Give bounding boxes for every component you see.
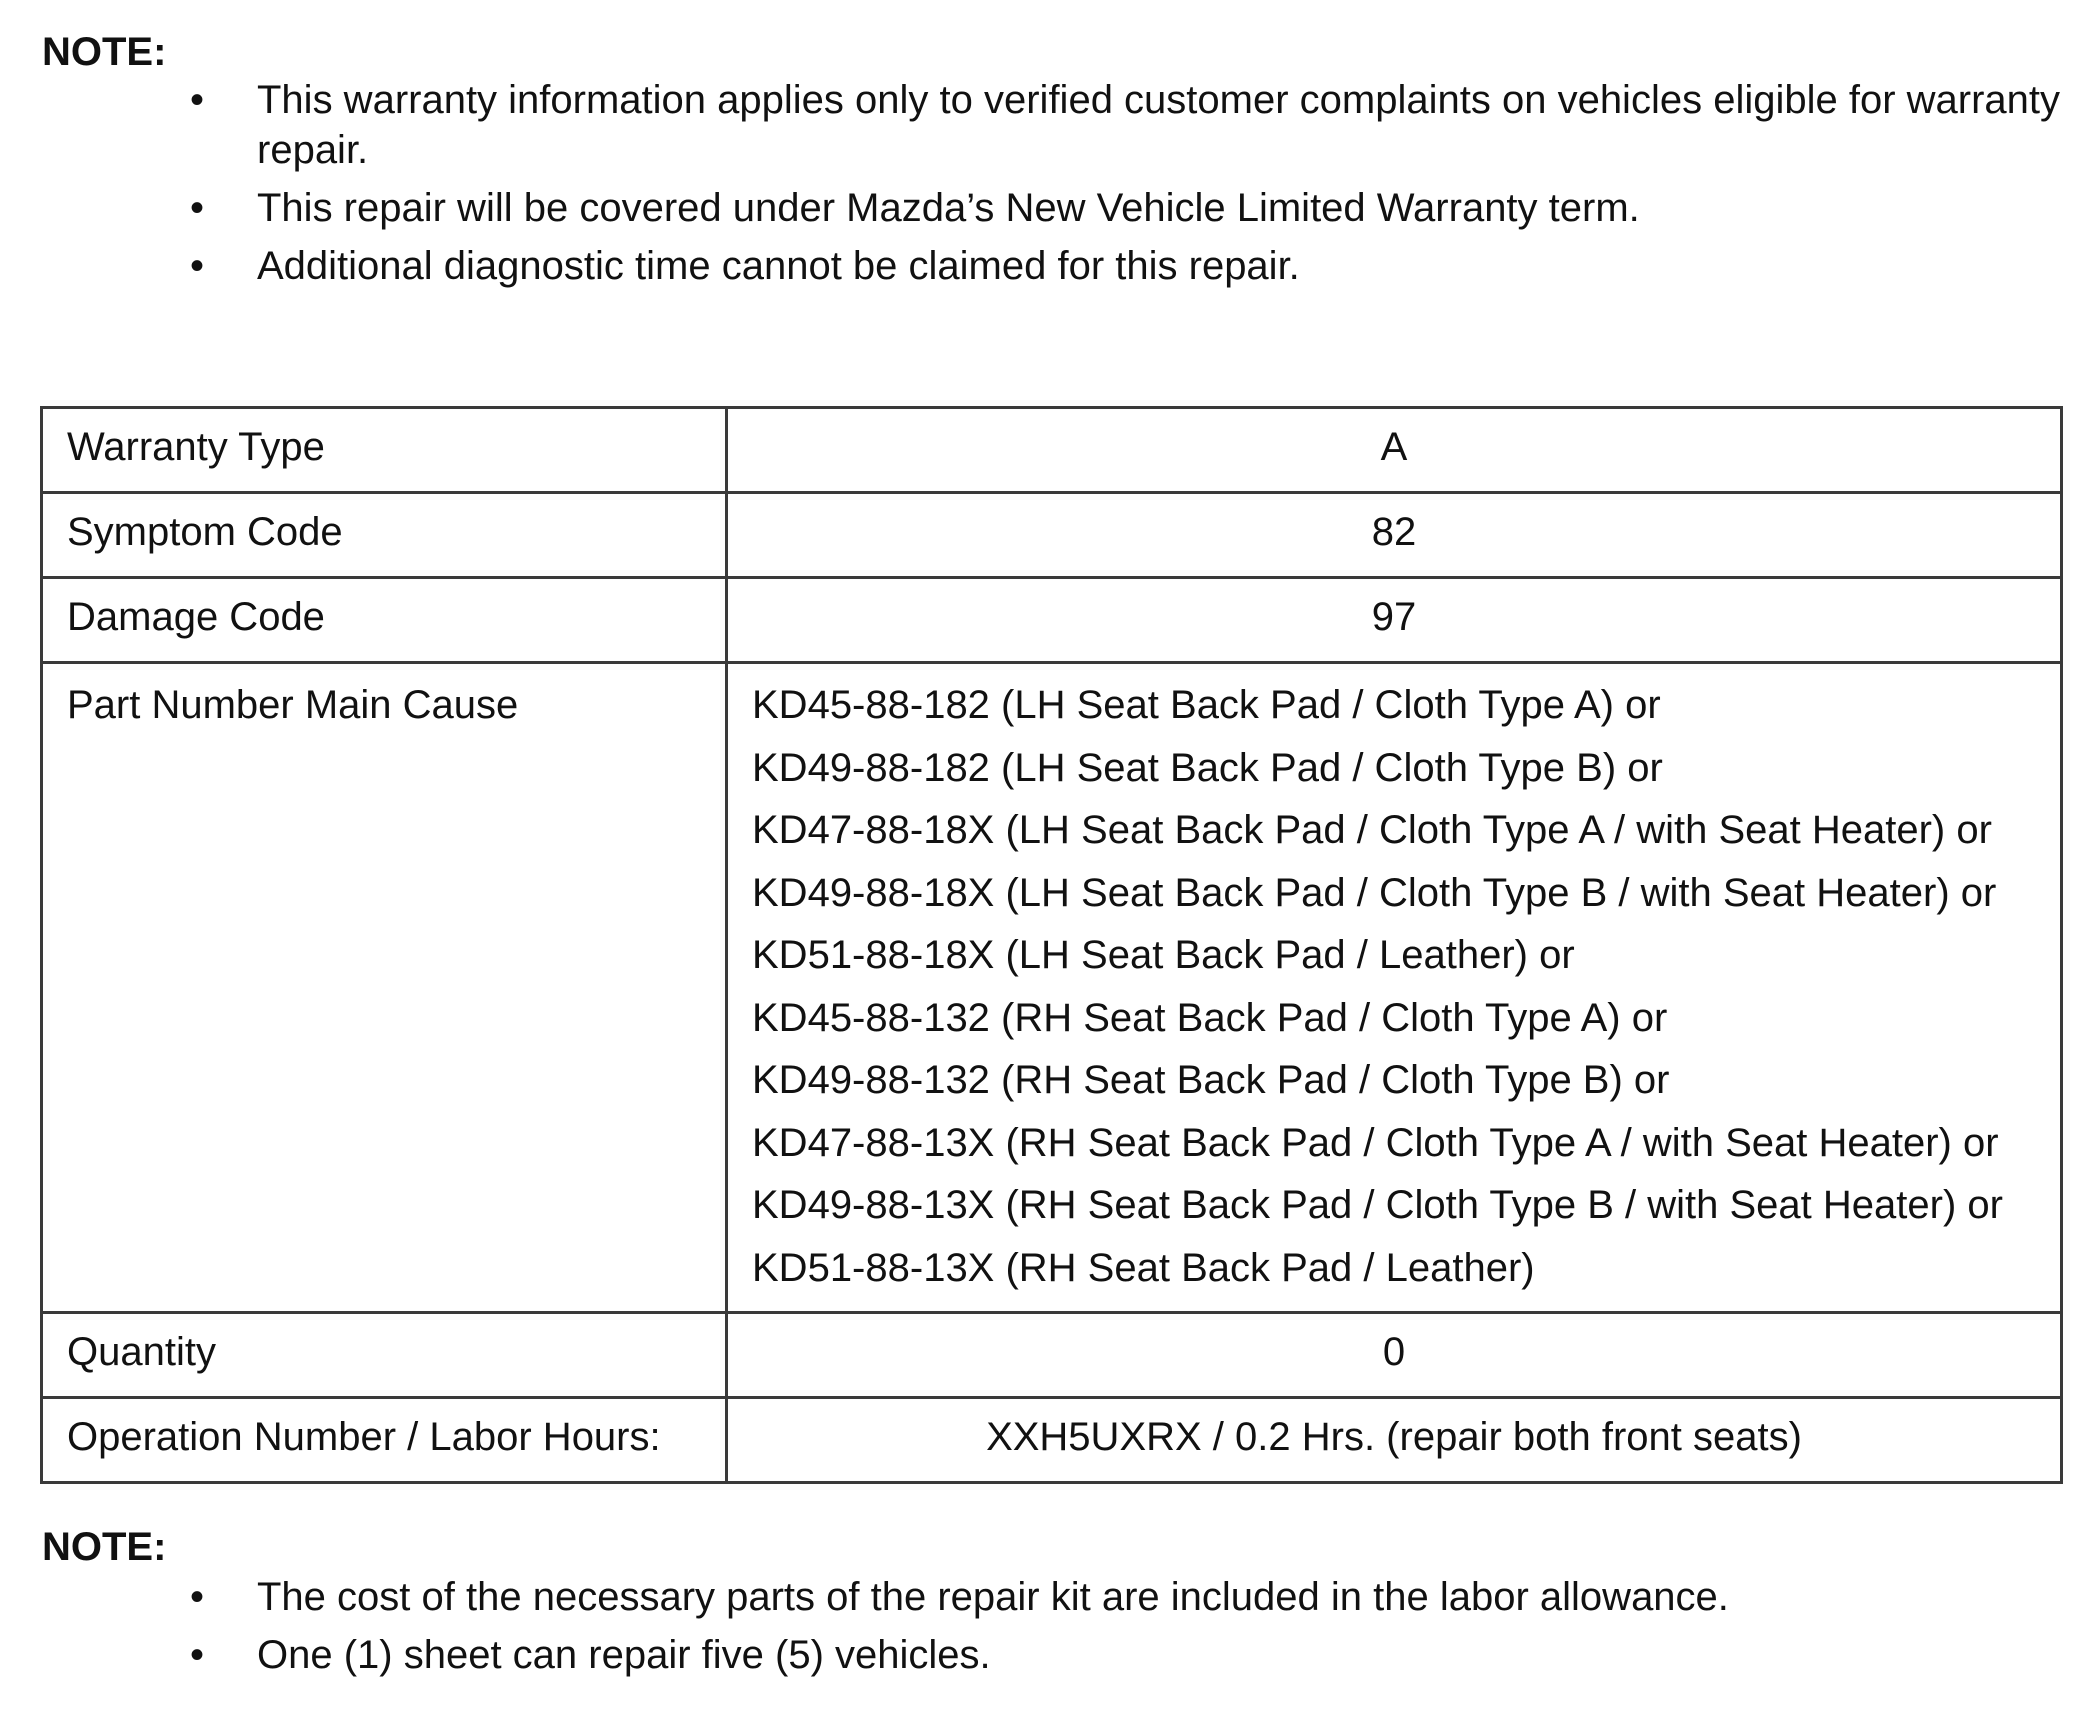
bullet-icon: •: [190, 186, 205, 230]
part-number-list: [752, 674, 2036, 1299]
note-text: This warranty information applies only to verified customer complaints on vehicles eligible for warranty repair.: [257, 78, 2061, 172]
operation-label: Operation Number / Labor Hours:: [42, 1398, 727, 1483]
list-item: [0, 241, 2085, 291]
part-number-item: KD45-88-182 (LH Seat Back Pad / Cloth Type A) or: [752, 683, 1661, 727]
quantity-label: Quantity: [42, 1313, 727, 1398]
table-row-warranty-type: [42, 408, 2062, 493]
list-item: [0, 1630, 2085, 1680]
table-row-part-number: [42, 663, 2062, 1313]
note-text: The cost of the necessary parts of the repair kit are included in the labor allowance.: [257, 1575, 1729, 1619]
operation-value: XXH5UXRX / 0.2 Hrs. (repair both front seats): [727, 1398, 2062, 1483]
warranty-table: [40, 406, 2063, 1484]
damage-code-label: Damage Code: [42, 578, 727, 663]
list-item: [0, 183, 2085, 233]
part-number-values: [727, 663, 2062, 1313]
top-note-heading: NOTE:: [42, 30, 167, 74]
part-number-item: KD47-88-18X (LH Seat Back Pad / Cloth Type A / with Seat Heater) or: [752, 808, 1992, 852]
note-text: This repair will be covered under Mazda’s New Vehicle Limited Warranty term.: [257, 186, 1640, 230]
bullet-icon: •: [190, 244, 205, 288]
symptom-code-value: 82: [727, 493, 2062, 578]
part-number-item: KD51-88-18X (LH Seat Back Pad / Leather) or: [752, 933, 1575, 977]
bullet-icon: •: [190, 1575, 205, 1619]
warranty-type-value: A: [727, 408, 2062, 493]
list-item: [0, 75, 2085, 175]
bullet-icon: •: [190, 78, 205, 122]
bottom-note-list: [0, 1572, 2085, 1688]
part-number-item: KD49-88-13X (RH Seat Back Pad / Cloth Type B / with Seat Heater) or: [752, 1183, 2003, 1227]
damage-code-value: 97: [727, 578, 2062, 663]
table-row-quantity: [42, 1313, 2062, 1398]
part-number-item: KD49-88-132 (RH Seat Back Pad / Cloth Type B) or: [752, 1058, 1670, 1102]
warranty-type-label: Warranty Type: [42, 408, 727, 493]
note-text: One (1) sheet can repair five (5) vehicles.: [257, 1633, 991, 1677]
part-number-item: KD47-88-13X (RH Seat Back Pad / Cloth Type A / with Seat Heater) or: [752, 1120, 1999, 1165]
top-note-list: [0, 75, 2085, 299]
table-row-operation: [42, 1398, 2062, 1483]
list-item: [0, 1572, 2085, 1622]
quantity-value: 0: [727, 1313, 2062, 1398]
part-number-item: KD45-88-132 (RH Seat Back Pad / Cloth Type A) or: [752, 995, 1668, 1040]
part-number-label: Part Number Main Cause: [42, 663, 727, 1313]
part-number-item: KD49-88-18X (LH Seat Back Pad / Cloth Type B / with Seat Heater) or: [752, 870, 1997, 915]
part-number-item: KD49-88-182 (LH Seat Back Pad / Cloth Type B) or: [752, 745, 1663, 790]
symptom-code-label: Symptom Code: [42, 493, 727, 578]
table-row-symptom-code: [42, 493, 2062, 578]
part-number-item: KD51-88-13X (RH Seat Back Pad / Leather): [752, 1245, 1535, 1290]
bullet-icon: •: [190, 1633, 205, 1677]
bottom-note-heading: NOTE:: [42, 1525, 167, 1569]
note-text: Additional diagnostic time cannot be claimed for this repair.: [257, 244, 1300, 288]
table-row-damage-code: [42, 578, 2062, 663]
